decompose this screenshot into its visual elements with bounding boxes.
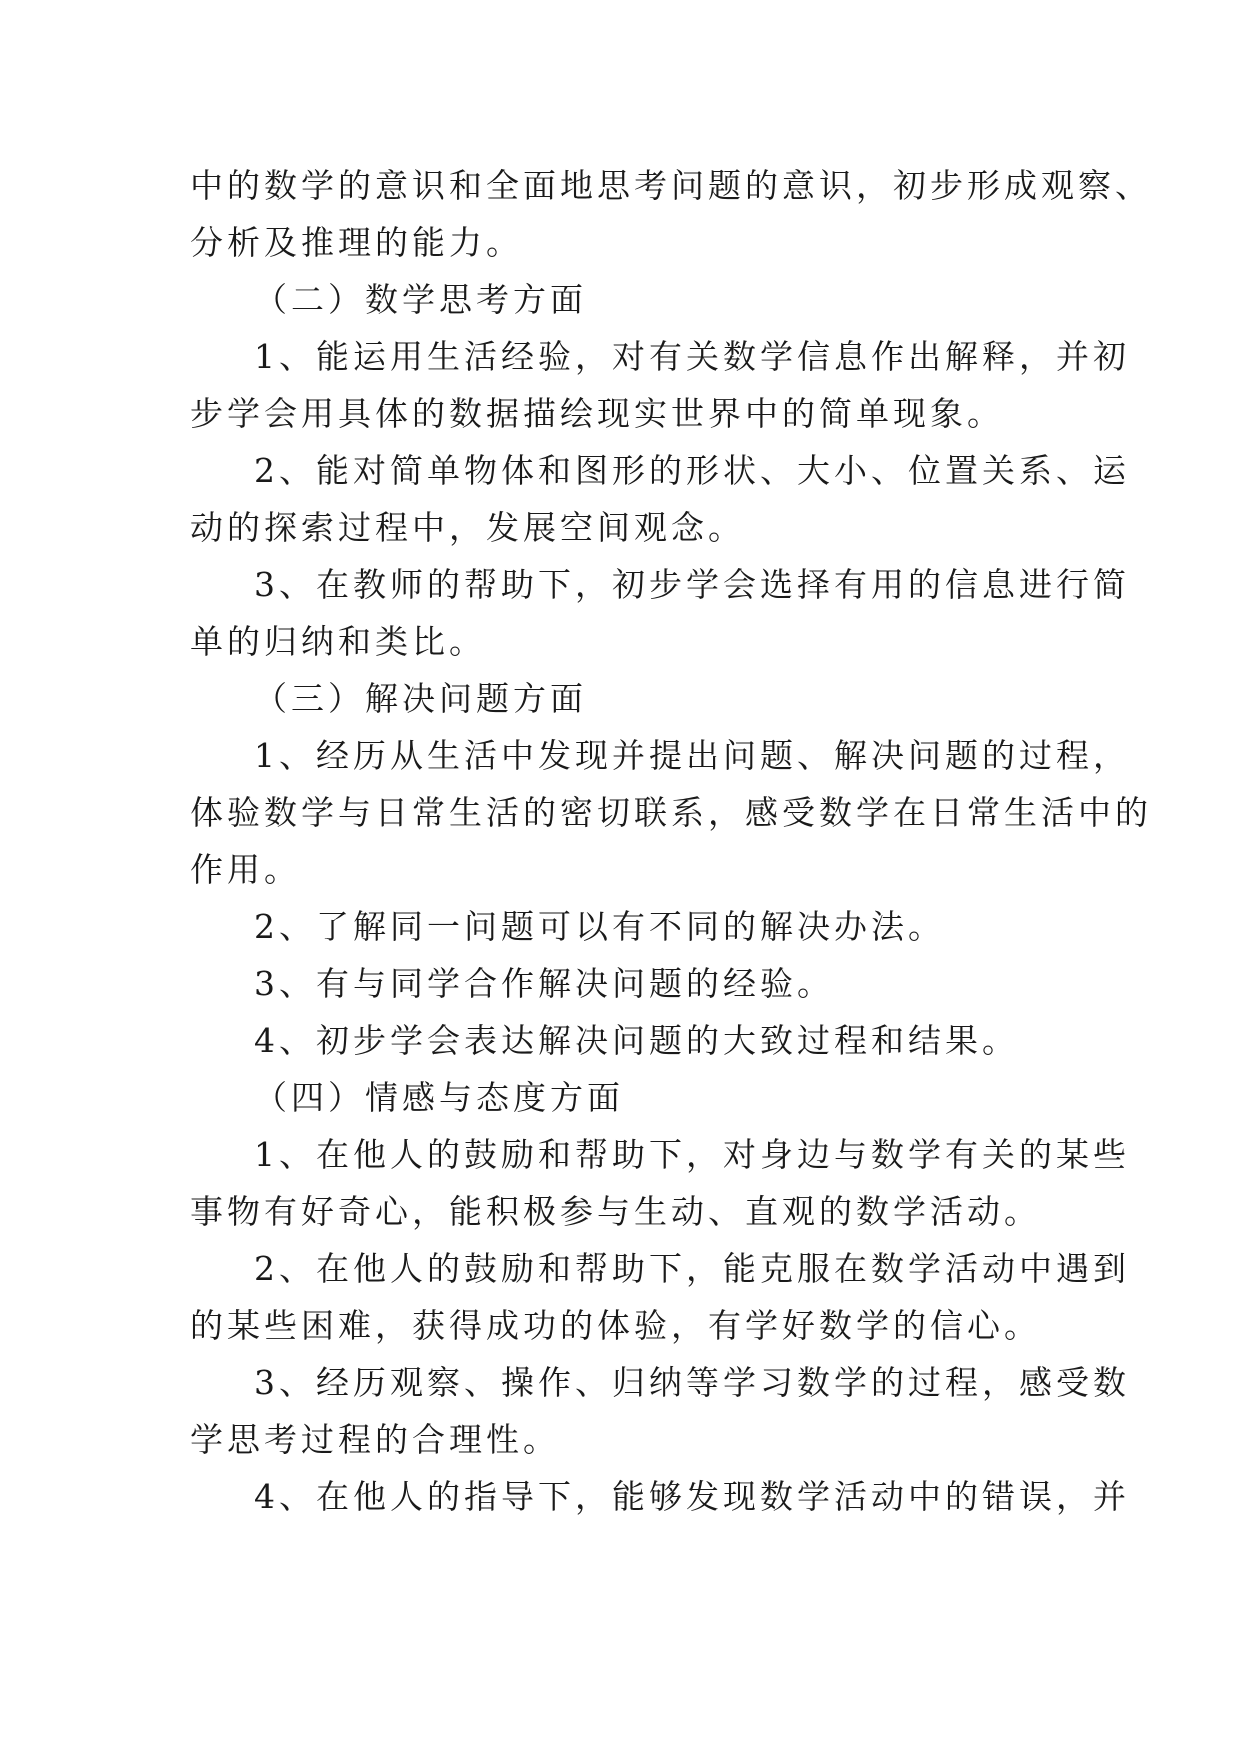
paragraph-line: 4、初步学会表达解决问题的大致过程和结果。 <box>254 1021 1019 1060</box>
paragraph-line: 学思考过程的合理性。 <box>190 1420 560 1459</box>
section-heading: （四）情感与态度方面 <box>254 1078 624 1117</box>
paragraph-line: 步学会用具体的数据描绘现实世界中的简单现象。 <box>190 394 1004 433</box>
paragraph-line: 2、了解同一问题可以有不同的解决办法。 <box>254 907 945 946</box>
paragraph-line: 3、经历观察、操作、归纳等学习数学的过程，感受数 <box>254 1363 1130 1402</box>
paragraph-line: 1、能运用生活经验，对有关数学信息作出解释，并初 <box>254 337 1130 376</box>
section-heading: （三）解决问题方面 <box>254 679 587 718</box>
paragraph-line: 2、能对简单物体和图形的形状、大小、位置关系、运 <box>254 451 1130 490</box>
paragraph-line: 单的归纳和类比。 <box>190 622 486 661</box>
paragraph-line: 体验数学与日常生活的密切联系，感受数学在日常生活中的 <box>190 793 1152 832</box>
paragraph-line: 的某些困难，获得成功的体验，有学好数学的信心。 <box>190 1306 1041 1345</box>
paragraph-line: 动的探索过程中，发展空间观念。 <box>190 508 745 547</box>
paragraph-line: 2、在他人的鼓励和帮助下，能克服在数学活动中遇到 <box>254 1249 1130 1288</box>
paragraph-line: 1、在他人的鼓励和帮助下，对身边与数学有关的某些 <box>254 1135 1130 1174</box>
paragraph-line: 3、在教师的帮助下，初步学会选择有用的信息进行简 <box>254 565 1130 604</box>
paragraph-line: 分析及推理的能力。 <box>190 223 523 262</box>
paragraph-line: 1、经历从生活中发现并提出问题、解决问题的过程， <box>254 736 1130 775</box>
paragraph-line: 中的数学的意识和全面地思考问题的意识，初步形成观察、 <box>190 166 1152 205</box>
paragraph-line: 事物有好奇心，能积极参与生动、直观的数学活动。 <box>190 1192 1041 1231</box>
section-heading: （二）数学思考方面 <box>254 280 587 319</box>
paragraph-line: 4、在他人的指导下，能够发现数学活动中的错误，并 <box>254 1477 1130 1516</box>
paragraph-line: 作用。 <box>190 850 301 889</box>
paragraph-line: 3、有与同学合作解决问题的经验。 <box>254 964 834 1003</box>
